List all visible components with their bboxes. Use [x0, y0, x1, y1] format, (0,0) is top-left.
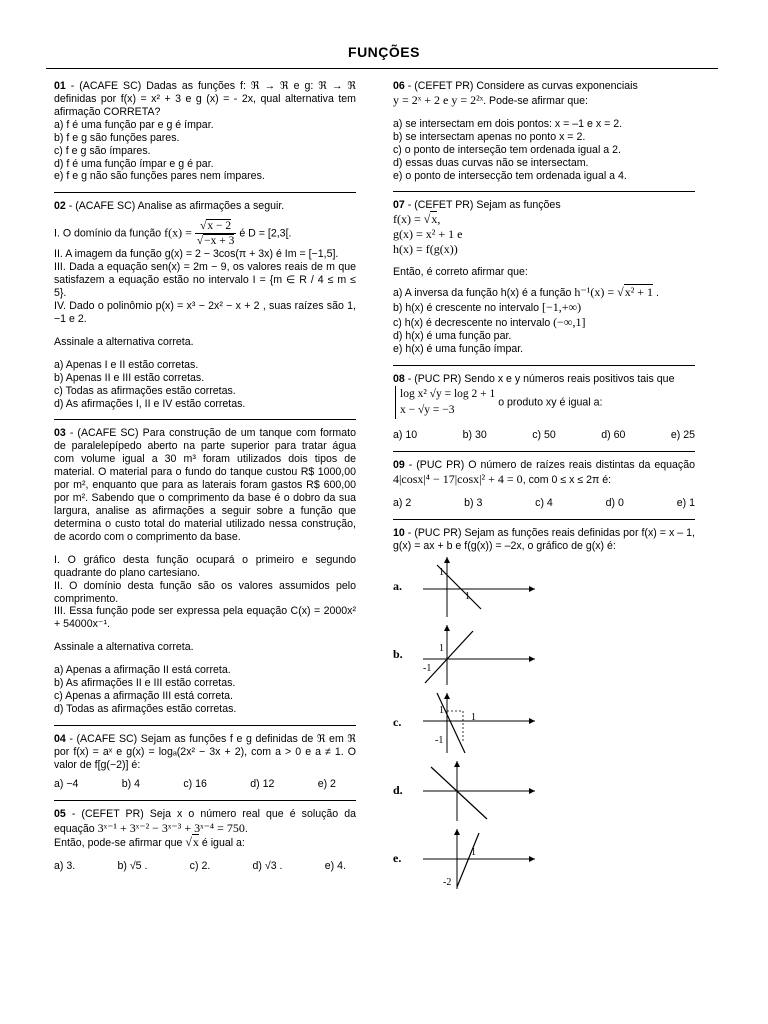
option-a: a) Apenas I e II estão corretas. [54, 358, 199, 371]
question-number: 04 [54, 732, 66, 745]
option-a: a) Apenas a afirmação II está correta. [54, 664, 231, 677]
option-e: e) 2 [317, 777, 336, 790]
question-prompt: Assinale a alternativa correta. [54, 335, 194, 348]
question-text: - (PUC PR) O número de raízes reais distintas da equação [404, 458, 695, 471]
question-07 [393, 191, 695, 355]
option-b: b) f e g são funções pares. [54, 131, 180, 144]
option-a: a) 2 [393, 496, 412, 509]
graph-a [417, 555, 537, 619]
function-g: g(x) = x² + 1 e [393, 227, 463, 241]
option-d: d) Todas as afirmações estão corretas. [54, 702, 237, 715]
y-axis-arrow [454, 761, 460, 767]
question-ask: Então, pode-se afirmar que √x é igual a: [54, 835, 245, 850]
option-c: c) 2. [189, 860, 211, 873]
question-ask: o produto xy é igual a: [498, 396, 603, 409]
option-d: d) h(x) é uma função par. [393, 329, 512, 342]
question-text: - (CEFET PR) Sejam as funções [404, 199, 561, 212]
function-f: f(x) = √x, [393, 212, 441, 227]
option-label: c. [393, 715, 402, 730]
option-c: c) 50 [532, 429, 556, 442]
options-row [393, 497, 695, 510]
question-04 [54, 725, 356, 791]
option-c: c) 16 [183, 777, 207, 790]
option-d: d) As afirmações I, II e IV estão corretas. [54, 397, 246, 410]
option-d: d) essas duas curvas não se intersectam. [393, 156, 589, 169]
question-text: - (CEFET PR) Considere as curvas exponenciais [404, 80, 638, 92]
statement-i: I. O gráfico desta função ocupará o primeiro e segundo quadrante do plano cartesiano. [54, 553, 356, 579]
statement-iv: IV. Dado o polinômio p(x) = x³ − 2x² − x + 2 , suas raízes são 1, −1 e 2. [54, 300, 356, 325]
function-h: h(x) = f(g(x)) [393, 241, 458, 256]
option-b: b) Apenas II e III estão corretas. [54, 371, 205, 384]
statement-i: I. O domínio da função f(x) = $\frac{√x - 2}{√-x + 3}$ é D = [2,3[. [54, 220, 292, 248]
y-tick-label: 1 [439, 566, 444, 578]
option-label: b. [393, 647, 403, 662]
equation: 3ˣ⁻¹ + 3ˣ⁻² − 3ˣ⁻³ + 3ˣ⁻⁴ = 750 [97, 820, 245, 835]
question-text: - (ACAFE SC) Analise as afirmações a seguir. [65, 200, 285, 213]
option-c: c) Todas as afirmações estão corretas. [54, 384, 236, 397]
option-label: d. [393, 783, 403, 798]
right-column [393, 72, 695, 902]
y-axis-arrow [444, 557, 450, 563]
question-09: 09 - (PUC PR) O número de raízes reais distintas da equação 4|cosx|⁴ − 17|cosx|² + 4 = 0, com 0 ≤ x ≤ 2π é: a) 2 b) 3 c) 4 d) 0 e) 1 [393, 451, 695, 510]
option-d: d) f é uma função ímpar e g é par. [54, 157, 214, 170]
option-c: c) 4 [535, 496, 553, 509]
question-06: 06 - (CEFET PR) Considere as curvas exponenciais y = 2ˣ + 2 e y = 2²ˣ. Pode-se afirmar que: a) se intersectam em dois pontos: x = –1 e x = 2. b) se intersectam apenas no ponto x = 2. c) o ponto de interseção tem ordenada igual a 2. d) essas duas curvas não se intersectam. e) o ponto de intersecção tem ordenada igual a 4. [393, 72, 695, 182]
option-b: b) As afirmações II e III estão corretas. [54, 677, 236, 690]
question-05: 05 - (CEFET PR) Seja x o número real que é solução da equação 3ˣ⁻¹ + 3ˣ⁻² − 3ˣ⁻³ + 3ˣ⁻⁴ = 750. Então, pode-se afirmar que √x é igual a: a) 3. b) √5 . c) 2. d) √3 . e) 4. [54, 800, 356, 874]
x-axis-arrow [529, 718, 535, 724]
statement-ii: II. O domínio desta função são os valores assumidos pelo comprimento. [54, 579, 356, 605]
x-axis-arrow [529, 856, 535, 862]
graph-e [417, 827, 537, 891]
option-b: b) √5 . [117, 860, 148, 873]
option-label: e. [393, 851, 402, 866]
question-prompt: Então, é correto afirmar que: [393, 266, 528, 279]
left-column [54, 72, 356, 882]
option-a: a) 3. [54, 860, 76, 873]
option-d: d) 0 [605, 496, 624, 509]
option-d: d) √3 . [252, 860, 283, 873]
option-a: a) −4 [54, 777, 79, 790]
x-tick-label: -1 [423, 662, 432, 674]
option-label: a. [393, 579, 402, 594]
option-c: c) Apenas a afirmação III está correta. [54, 690, 234, 703]
question-text: - (ACAFE SC) Sejam as funções f e g definidas de ℜ em ℜ por f(x) = aˣ e g(x) = logₐ(2x² − 3x + 2), com a > 0 e a ≠ 1. O valor de f[g(−2)] é: [54, 732, 356, 771]
x-axis-arrow [529, 788, 535, 794]
option-a: a) A inversa da função h(x) é a função h⁻¹(x) = √x² + 1 . [393, 285, 659, 300]
option-e: e) 1 [676, 496, 695, 509]
graph-option-a [393, 553, 695, 621]
question-number: 06 [393, 80, 405, 92]
option-d: d) 60 [601, 429, 626, 442]
question-02 [54, 192, 356, 410]
page-title: FUNÇÕES [348, 44, 420, 60]
option-d: d) 12 [250, 777, 275, 790]
statement-iii: III. Dada a equação sen(x) = 2m − 9, os valores reais de m que satisfazem a equação estão no intervalo I = {m ∈ R / 4 ≤ m ≤ 5}. [54, 261, 356, 300]
statement-iii: III. Essa função pode ser expressa pela equação C(x) = 2000x² + 54000x⁻¹. [54, 605, 356, 631]
x-tick-label: 1 [471, 846, 476, 858]
question-01 [54, 72, 356, 183]
y-axis-arrow [454, 829, 460, 835]
equation: 4|cosx|⁴ − 17|cosx|² + 4 = 0 [393, 471, 523, 486]
question-10 [393, 519, 695, 893]
question-number: 08 [393, 372, 405, 385]
option-a: a) se intersectam em dois pontos: x = –1 e x = 2. [393, 117, 623, 130]
option-c: c) f e g são ímpares. [54, 144, 151, 157]
question-text: - (CEFET PR) Seja x o número real que é solução da equação [54, 807, 356, 835]
options-row [54, 778, 356, 791]
options-row [393, 429, 695, 442]
question-text: - (ACAFE SC) Para construção de um tanque com formato de paralelepípedo aberto na parte superior para tratar água com volume igual a 30 m³ foram utilizados dois tipos de material. O material para o fundo do tanque custou R$ 1000,00 por m², enquanto que para as laterais foram gastos R$ 600,00 por m². Sabendo que o comprimento da base é o dobro da sua largura, analise as afirmações a seguir sobre a função que determina o custo total do material utilizado nessa construção, de acordo com o comprimento da base. [54, 427, 356, 543]
option-e: e) h(x) é uma função ímpar. [393, 342, 524, 355]
question-number: 02 [54, 200, 66, 213]
option-b: b) 4 [121, 777, 141, 790]
y-axis-arrow [444, 693, 450, 699]
function-line [425, 631, 473, 683]
question-number: 03 [54, 427, 66, 440]
y-tick-label: 1 [439, 642, 444, 654]
question-text: - (PUC PR) Sejam as funções reais definidas por f(x) = x – 1, g(x) = ax + b e f(g(x)) = –2x, o gráfico de g(x) é: [393, 526, 695, 552]
option-c: c) o ponto de interseção tem ordenada igual a 2. [393, 143, 621, 156]
graph-option-c [393, 689, 695, 757]
question-number: 09 [393, 458, 405, 471]
option-b: b) se intersectam apenas no ponto x = 2. [393, 130, 586, 143]
option-e: e) o ponto de intersecção tem ordenada igual a 4. [393, 169, 627, 182]
options-row [54, 860, 356, 873]
function-line [457, 833, 479, 887]
y-tick-label: -2 [443, 876, 452, 888]
option-b: b) 30 [462, 429, 487, 442]
y-tick-label: 1 [439, 704, 444, 716]
graph-option-b [393, 621, 695, 689]
option-a: a) 10 [393, 429, 418, 442]
option-b: b) h(x) é crescente no intervalo [−1,+∞) [393, 300, 582, 315]
graph-option-e [393, 825, 695, 893]
option-c: c) h(x) é decrescente no intervalo (−∞,1] [393, 315, 586, 330]
question-08 [393, 365, 695, 442]
x-axis-arrow [529, 656, 535, 662]
option-a: a) f é uma função par e g é ímpar. [54, 118, 214, 131]
graph-option-d [393, 757, 695, 825]
option-e: e) 4. [324, 860, 346, 873]
statement-ii: II. A imagem da função g(x) = 2 − 3cos(π + 3x) é Im = [−1,5]. [54, 248, 339, 261]
y-tick-label: -1 [435, 734, 444, 746]
x-tick-label: 1 [465, 590, 470, 602]
question-number: 10 [393, 526, 405, 539]
question-number: 07 [393, 199, 405, 212]
y-axis-arrow [444, 625, 450, 631]
title-divider [46, 68, 718, 69]
function-line [431, 767, 487, 819]
curves-equations: y = 2ˣ + 2 e y = 2²ˣ [393, 92, 484, 107]
graph-c [417, 691, 537, 755]
question-text: - (PUC PR) Sendo x e y números reais positivos tais que [404, 372, 675, 385]
question-text: - (ACAFE SC) Dadas as funções f: ℜ → ℜ e g: ℜ → ℜ definidas por f(x) = x² + 3 e g (x) = - 2x, qual alternativa tem afirmação CORRETA? [54, 80, 356, 118]
x-tick-label: 1 [471, 711, 476, 723]
x-axis-arrow [529, 586, 535, 592]
question-prompt: Assinale a alternativa correta. [54, 641, 194, 654]
question-number: 05 [54, 807, 66, 820]
graph-d [417, 759, 537, 823]
question-number: 01 [54, 80, 66, 92]
question-03 [54, 419, 356, 715]
equation-system: log x² √y = log 2 + 1 x − √y = −3 [395, 386, 495, 419]
option-e: e) 25 [670, 429, 695, 442]
option-e: e) f e g não são funções pares nem ímpares. [54, 170, 265, 183]
graph-b [417, 623, 537, 687]
domain-fraction: $\frac{√x - 2}{√-x + 3}$ [196, 220, 235, 248]
option-b: b) 3 [464, 496, 483, 509]
